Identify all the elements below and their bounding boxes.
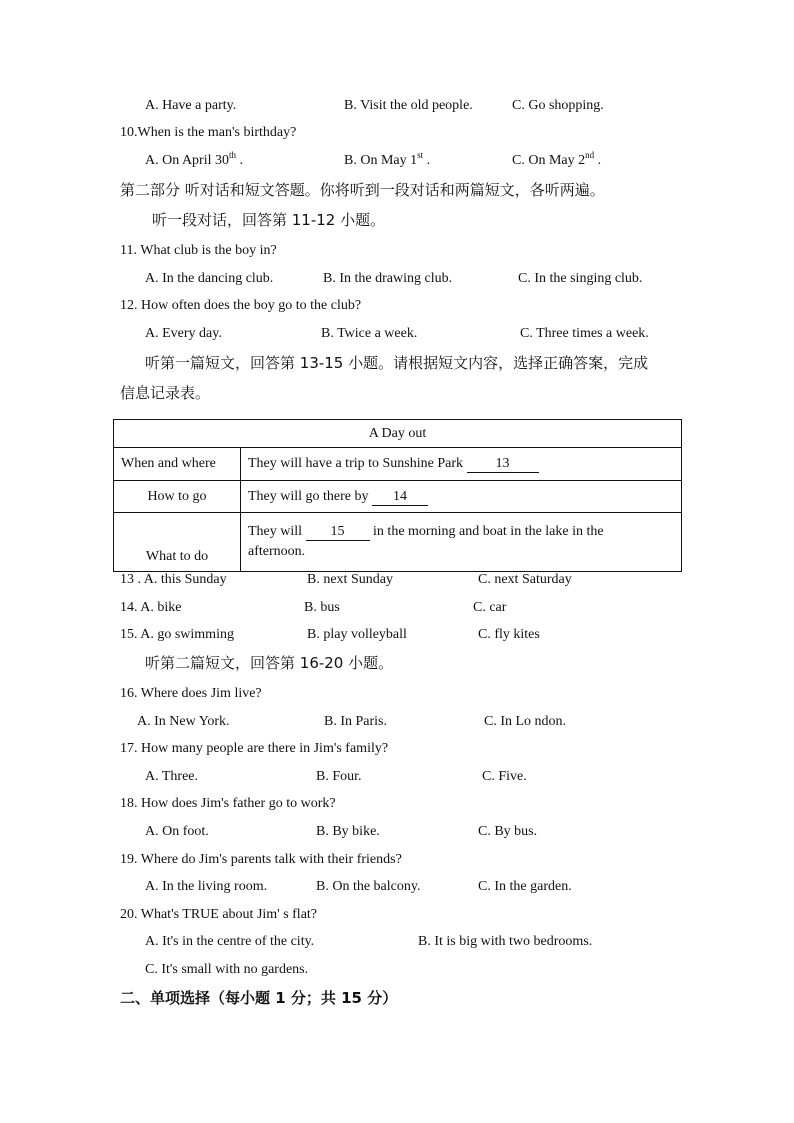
q20-option-c: C. It's small with no gardens. xyxy=(145,962,309,977)
q17-option-c: C. Five. xyxy=(482,769,527,784)
passage1-intro-line1: 听第一篇短文，回答第 13-15 小题。请根据短文内容，选择正确答案，完成 xyxy=(145,354,649,372)
table-row xyxy=(114,481,682,513)
q10-option-b: B. On May 1st . xyxy=(344,150,431,168)
q16-question: 16. Where does Jim live? xyxy=(120,686,262,701)
part2-heading: 第二部分 听对话和短文答题。你将听到一段对话和两篇短文，各听两遍。 xyxy=(120,181,605,199)
q19-option-c: C. In the garden. xyxy=(478,879,572,894)
table-label-what-to-do: What to do xyxy=(114,513,241,572)
section2-heading: 二、单项选择（每小题 1 分；共 15 分） xyxy=(120,989,398,1007)
q14-option-a: 14. A. bike xyxy=(120,600,182,615)
q10-question: 10.When is the man's birthday? xyxy=(120,125,297,140)
q16-option-a: A. In New York. xyxy=(137,714,230,729)
q12-option-b: B. Twice a week. xyxy=(321,326,418,341)
table-row xyxy=(114,513,682,572)
q16-option-c: C. In Lo ndon. xyxy=(484,714,567,729)
q18-option-a: A. On foot. xyxy=(145,824,209,839)
passage2-intro: 听第二篇短文，回答第 16-20 小题。 xyxy=(145,654,394,672)
table-row xyxy=(114,448,682,481)
q14-option-b: B. bus xyxy=(304,600,340,615)
q12-option-c: C. Three times a week. xyxy=(520,326,649,341)
table-label-how-to-go: How to go xyxy=(114,481,241,513)
blank-13: 13 xyxy=(467,456,539,473)
q19-option-b: B. On the balcony. xyxy=(316,879,421,894)
q15-option-a: 15. A. go swimming xyxy=(120,627,234,642)
q9-option-c: C. Go shopping. xyxy=(512,98,604,113)
blank-14: 14 xyxy=(372,489,428,506)
table-cell-how-to-go: They will go there by 14 xyxy=(241,481,682,513)
dialogue-intro: 听一段对话，回答第 11-12 小题。 xyxy=(152,211,386,229)
q13-option-c: C. next Saturday xyxy=(478,572,572,587)
q17-question: 17. How many people are there in Jim's family? xyxy=(120,741,389,756)
table-label-when-where: When and where xyxy=(114,448,241,481)
q11-option-b: B. In the drawing club. xyxy=(323,271,453,286)
q11-question: 11. What club is the boy in? xyxy=(120,243,277,258)
q18-option-c: C. By bus. xyxy=(478,824,538,839)
table-cell-when-where: They will have a trip to Sunshine Park 13 xyxy=(241,448,682,481)
q10-option-c: C. On May 2nd . xyxy=(512,150,602,168)
blank-15: 15 xyxy=(306,524,370,541)
q19-option-a: A. In the living room. xyxy=(145,879,268,894)
q11-option-c: C. In the singing club. xyxy=(518,271,643,286)
q10-option-a: A. On April 30th . xyxy=(145,150,244,168)
q12-question: 12. How often does the boy go to the club? xyxy=(120,298,362,313)
q20-option-a: A. It's in the centre of the city. xyxy=(145,934,315,949)
q20-option-b: B. It is big with two bedrooms. xyxy=(418,934,593,949)
table-cell-what-to-do: They will 15 in the morning and boat in the lake in the afternoon. xyxy=(241,513,682,572)
q20-question: 20. What's TRUE about Jim' s flat? xyxy=(120,907,318,922)
q15-option-c: C. fly kites xyxy=(478,627,540,642)
q11-option-a: A. In the dancing club. xyxy=(145,271,274,286)
q9-option-a: A. Have a party. xyxy=(145,98,237,113)
q17-option-b: B. Four. xyxy=(316,769,362,784)
what-to-do-line2: afternoon. xyxy=(248,544,306,559)
information-table xyxy=(113,419,682,572)
q14-option-c: C. car xyxy=(473,600,507,615)
q17-option-a: A. Three. xyxy=(145,769,198,784)
q19-question: 19. Where do Jim's parents talk with their friends? xyxy=(120,852,402,867)
q18-question: 18. How does Jim's father go to work? xyxy=(120,796,336,811)
passage1-intro-line2: 信息记录表。 xyxy=(120,384,211,402)
q13-option-b: B. next Sunday xyxy=(307,572,393,587)
q15-option-b: B. play volleyball xyxy=(307,627,407,642)
q16-option-b: B. In Paris. xyxy=(324,714,387,729)
q13-option-a: 13 . A. this Sunday xyxy=(120,572,227,587)
table-title: A Day out xyxy=(114,420,682,448)
q9-option-b: B. Visit the old people. xyxy=(344,98,473,113)
q12-option-a: A. Every day. xyxy=(145,326,222,341)
q18-option-b: B. By bike. xyxy=(316,824,380,839)
